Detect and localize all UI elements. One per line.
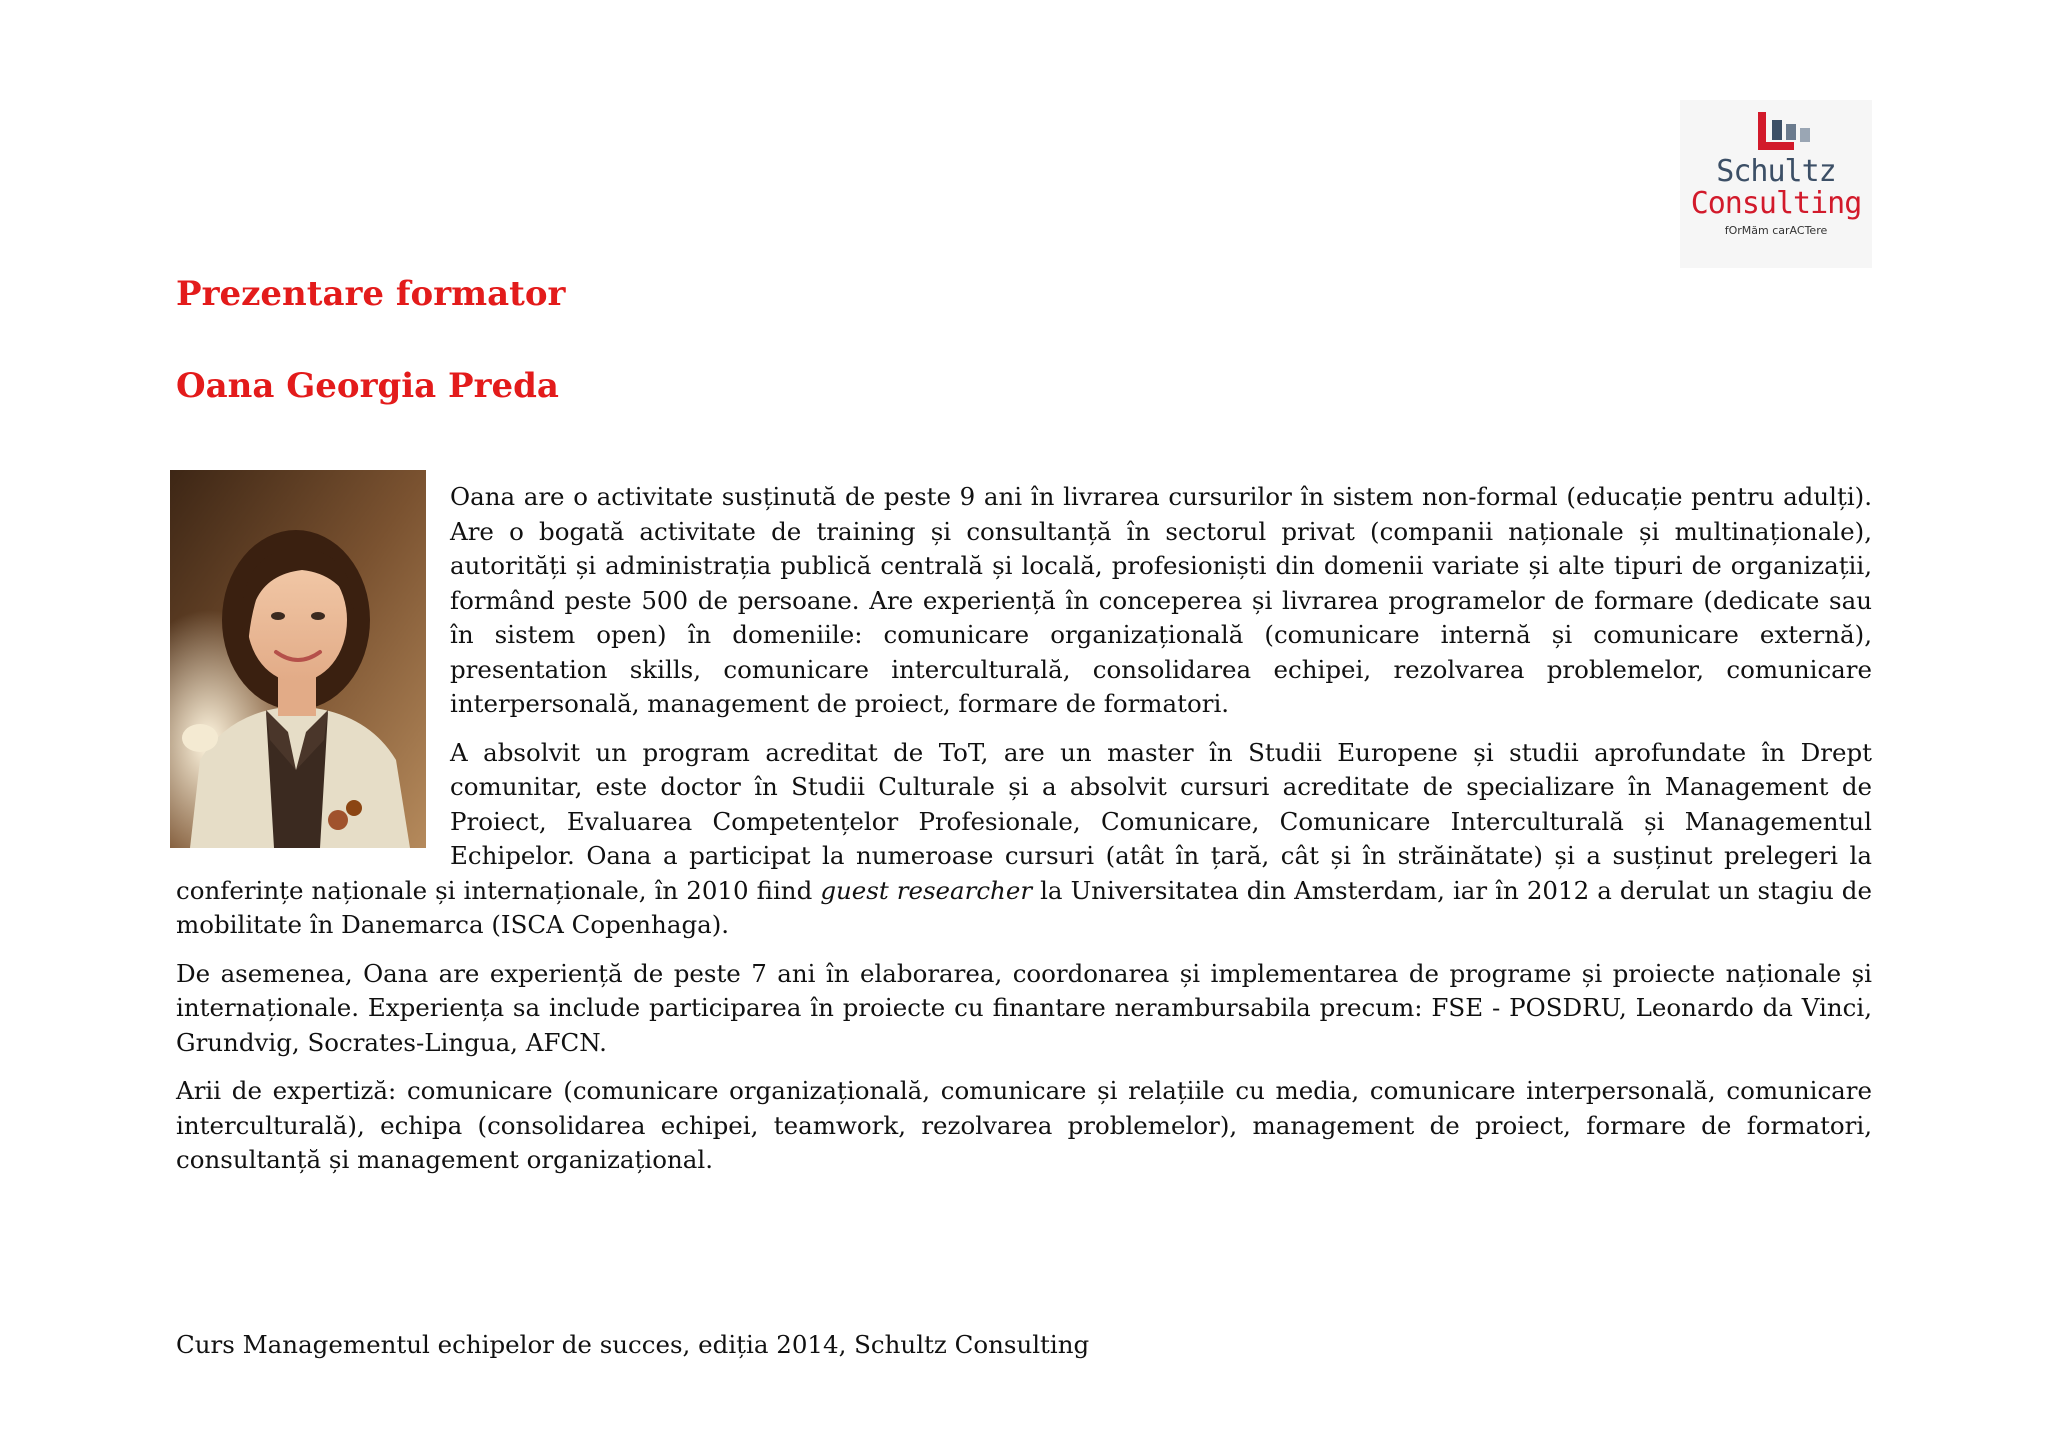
company-logo xyxy=(1680,100,1872,268)
bio-paragraph: Arii de expertiză: comunicare (comunicare organizațională, comunicare și relațiile cu media, comunicare interpersonală, comunicare interculturală), echipa (consolidarea echipei, teamwork, rezolvarea problemelor), management de proiect, formare de formatori, consultanță și management organizațional. xyxy=(176,1076,1872,1174)
bio-text-segment: la Universitatea din Amsterdam, iar în 2012 a derulat un stagiu de mobilitate în Danemarca (ISCA Copenhaga). xyxy=(176,875,1872,939)
bio-paragraph: De asemenea, Oana are experiență de peste 7 ani în elaborarea, coordonarea și implementarea de programe și proiecte naționale și internaționale. Experiența sa include participarea în proiecte cu finantare nerambursabila precum: FSE - POSDRU, Leonardo da Vinci, Grundvig, Socrates-Lingua, AFCN. xyxy=(176,958,1872,1057)
bio-text-segment: A absolvit un program acreditat de ToT, are un master în Studii Europene și studii aprofundate în Drept comunitar, este doctor în Studii Culturale și a absolvit cursuri acreditate de specializare în Management de Proiect, Evaluarea Competențelor Profesionale, Comunicare, Comunicare Interculturală și Managementul Echipelor. Oana a participat la numeroase cursuri (atât în țară, cât și în străinătate) și a susținut prelegeri la conferințe naționale și internaționale, în 2010 fiind xyxy=(176,737,1872,905)
trainer-name: Oana Georgia Preda xyxy=(176,366,559,406)
bio-italic-term: guest researcher xyxy=(820,875,1033,905)
bio-paragraph: Oana are o activitate susținută de peste 9 ani în livrarea cursurilor în sistem non-formal (educație pentru adulți). Are o bogată activitate de training și consultanță în sectorul privat (companii naționale și multinaționale), autorități și administrația publică centrală și locală, profesioniști din domenii variate și alte tipuri de organizații, formând peste 500 de persoane. Are experiență în conceperea și livrarea programelor de formare (dedicate sau în sistem open) în domeniile: comunicare organizațională (comunicare internă și comunicare externă), presentation skills, comunicare interculturală, consolidarea echipei, rezolvarea problemelor, comunicare interpersonală, management de proiect, formare de formatori. xyxy=(450,482,1872,718)
page-footer: Curs Managementul echipelor de succes, ediția 2014, Schultz Consulting xyxy=(176,1330,1090,1359)
logo-name-line2: Consulting xyxy=(1690,186,1862,221)
logo-mark-icon xyxy=(1758,112,1814,150)
logo-name-line1: Schultz xyxy=(1716,154,1836,189)
section-title: Prezentare formator xyxy=(176,274,566,314)
photo-spacer xyxy=(176,480,450,852)
logo-tagline: fOrMăm carACTere xyxy=(1724,224,1828,237)
bio-text xyxy=(176,480,1872,1192)
